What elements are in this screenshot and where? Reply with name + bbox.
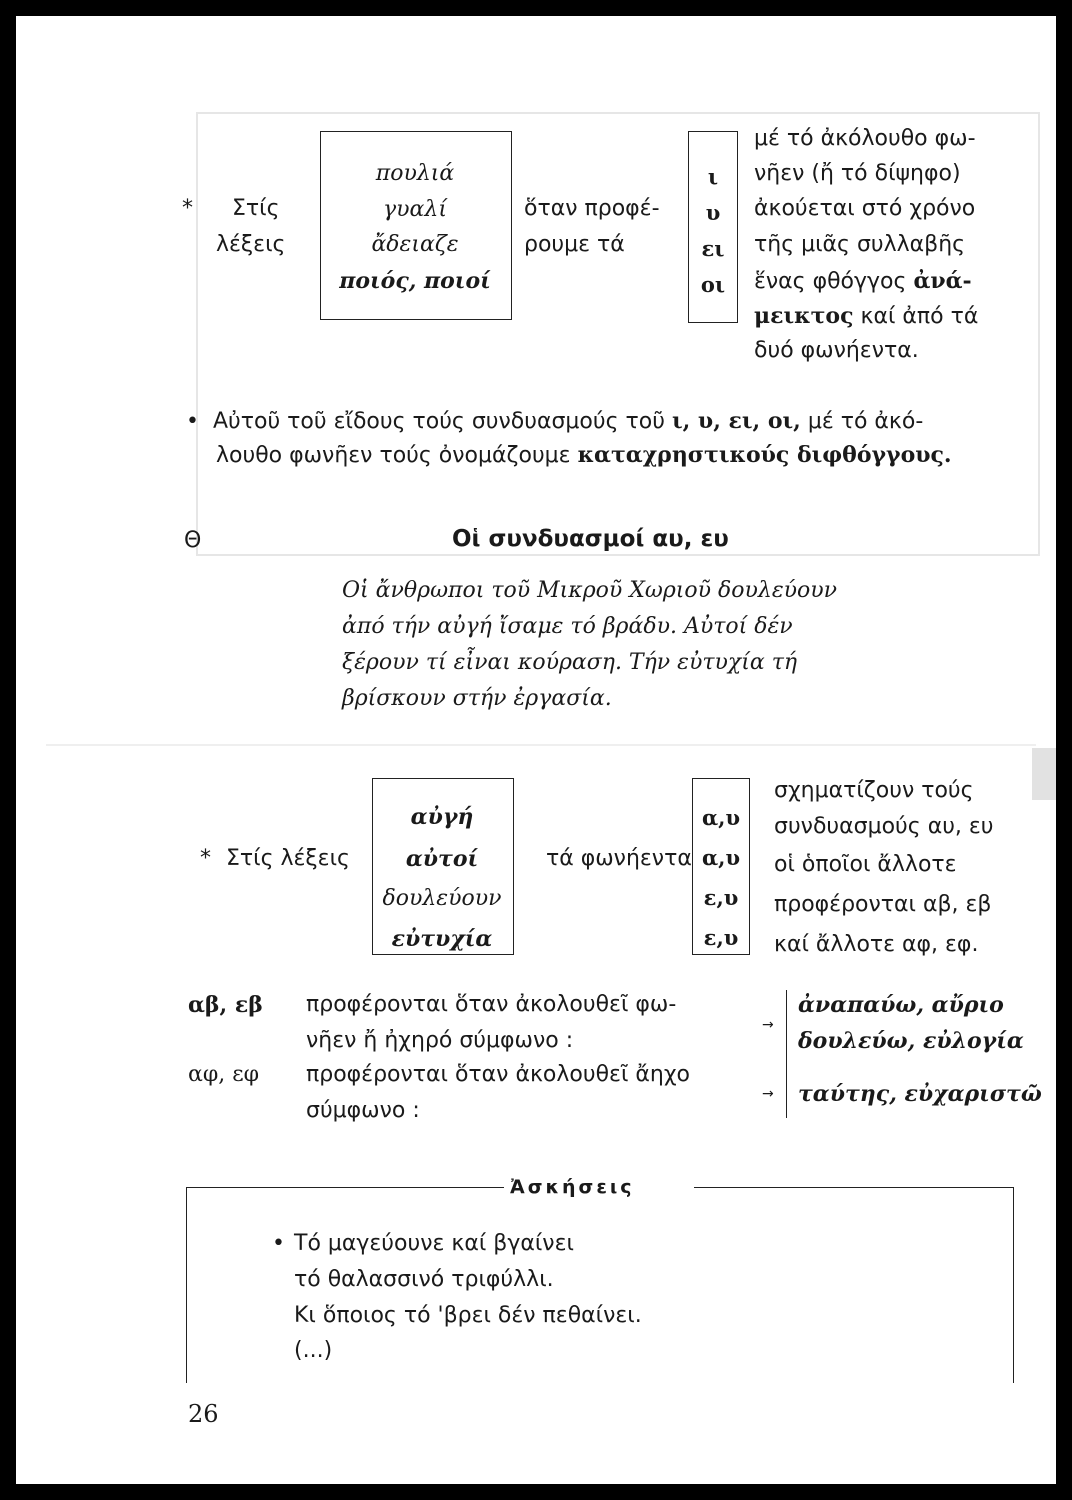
- rule-text: σύμφωνο :: [306, 1098, 420, 1123]
- letter: υ: [705, 200, 721, 225]
- section2-lead: Στίς λέξεις: [226, 846, 350, 871]
- section1-right-5: ἕνας φθόγγος ἀνά-: [754, 268, 972, 294]
- word: αὐγή: [410, 804, 474, 830]
- bracket-line: [786, 990, 787, 1118]
- bullet-star: *: [182, 196, 193, 221]
- bleed-through-box: [46, 744, 1036, 746]
- word: εὐτυχία: [391, 926, 493, 952]
- section1-right-7: δυό φωνήεντα.: [754, 338, 919, 363]
- letter-pair: α,υ: [701, 805, 741, 830]
- section1-right-1: μέ τό ἀκόλουθο φω-: [754, 126, 976, 151]
- example: ἀναπαύω, αὔριο: [798, 992, 1004, 1018]
- poem-line: Τό μαγεύουνε καί βγαίνει: [294, 1231, 574, 1256]
- rule-text: προφέρονται ὅταν ἀκολουθεῖ φω-: [306, 992, 677, 1017]
- example: δουλεύω, εὐλογία: [798, 1028, 1024, 1054]
- rule-text: προφέρονται ὅταν ἀκολουθεῖ ἄηχο: [306, 1062, 691, 1087]
- arrow-icon: →: [762, 1086, 774, 1102]
- word: δουλεύουν: [382, 886, 502, 911]
- section1-left-1: Στίς: [232, 196, 280, 221]
- word: ἄδειαζε: [371, 232, 459, 257]
- word: πουλιά: [375, 161, 455, 186]
- passage-line: Οἱ ἄνθρωποι τοῦ Μικροῦ Χωριοῦ δουλεύουν: [342, 578, 837, 603]
- poem-line: (...): [294, 1338, 333, 1363]
- section2-letter-box: [692, 778, 750, 955]
- statement-line-1: • Αὐτοῦ τοῦ εἴδους τούς συνδυασμούς τοῦ ι, υ, ει, οι, μέ τό ἀκό-: [186, 408, 924, 434]
- section1-right-6: μεικτος καί ἀπό τά: [754, 303, 979, 329]
- word: ποιός, ποιοί: [339, 268, 491, 294]
- letter: ι: [707, 164, 719, 189]
- passage-line: ἀπό τήν αὐγή ἴσαμε τό βράδυ. Αὐτοί δέν: [342, 614, 793, 639]
- bullet-star: *: [200, 846, 211, 871]
- page-number: 26: [188, 1400, 219, 1428]
- section2-right-2: συνδυασμούς αυ, ευ: [774, 814, 994, 839]
- exercise-bullet: •: [272, 1231, 285, 1256]
- section-marker-theta: Θ: [184, 528, 202, 553]
- exercise-box-right: [1013, 1187, 1014, 1383]
- poem-line: τό θαλασσινό τριφύλλι.: [294, 1267, 554, 1292]
- exercises-title: Ἀσκήσεις: [510, 1176, 635, 1198]
- word: αὐτοί: [405, 846, 479, 872]
- passage-line: ξέρουν τί εἶναι κούραση. Τήν εὐτυχία τή: [342, 650, 798, 675]
- section1-right-2: νῆεν (ἤ τό δίψηφο): [754, 161, 961, 186]
- letter-pair: ε,υ: [703, 925, 739, 950]
- section2-right-5: καί ἄλλοτε αφ, εφ.: [774, 932, 979, 957]
- bleed-through-tab: [1032, 748, 1056, 800]
- section2-right-3: οἱ ὁποῖοι ἄλλοτε: [774, 852, 957, 877]
- section1-letter-box: [688, 131, 738, 323]
- letter-pair: ε,υ: [703, 885, 739, 910]
- section-title: Οἱ συνδυασμοί αυ, ευ: [452, 526, 729, 552]
- section2-right-1: σχηματίζουν τούς: [774, 778, 974, 803]
- exercise-box-left: [186, 1187, 187, 1383]
- letter: οι: [700, 272, 726, 297]
- exercise-box-top-right: [694, 1187, 1014, 1188]
- rule-label-2: αφ, εφ: [188, 1062, 260, 1087]
- section2-right-4: προφέρονται αβ, εβ: [774, 892, 992, 917]
- passage-line: βρίσκουν στήν ἐργασία.: [342, 686, 612, 711]
- rule-label-1: αβ, εβ: [188, 992, 263, 1018]
- section1-left-2: λέξεις: [216, 232, 286, 257]
- letter: ει: [701, 236, 725, 261]
- letter-pair: α,υ: [701, 845, 741, 870]
- section1-middle-2: ρουμε τά: [524, 232, 625, 257]
- section1-right-4: τῆς μιᾶς συλλαβῆς: [754, 232, 966, 257]
- poem-line: Κι ὅποιος τό 'βρει δέν πεθαίνει.: [294, 1303, 642, 1328]
- exercise-box-top-left: [186, 1187, 504, 1188]
- page: [16, 16, 1056, 1484]
- statement-line-2: λουθο φωνῆεν τούς ὀνομάζουμε καταχρηστικούς διφθόγγους.: [216, 442, 952, 468]
- rule-text: νῆεν ἤ ἠχηρό σύμφωνο :: [306, 1028, 574, 1053]
- section1-middle-1: ὅταν προφέ-: [524, 196, 660, 221]
- section1-right-3: ἀκούεται στό χρόνο: [754, 196, 976, 221]
- word: γυαλί: [383, 197, 447, 222]
- section2-middle: τά φωνήεντα: [546, 846, 692, 871]
- example: ταύτης, εὐχαριστῶ: [798, 1081, 1042, 1107]
- arrow-icon: →: [762, 1017, 774, 1033]
